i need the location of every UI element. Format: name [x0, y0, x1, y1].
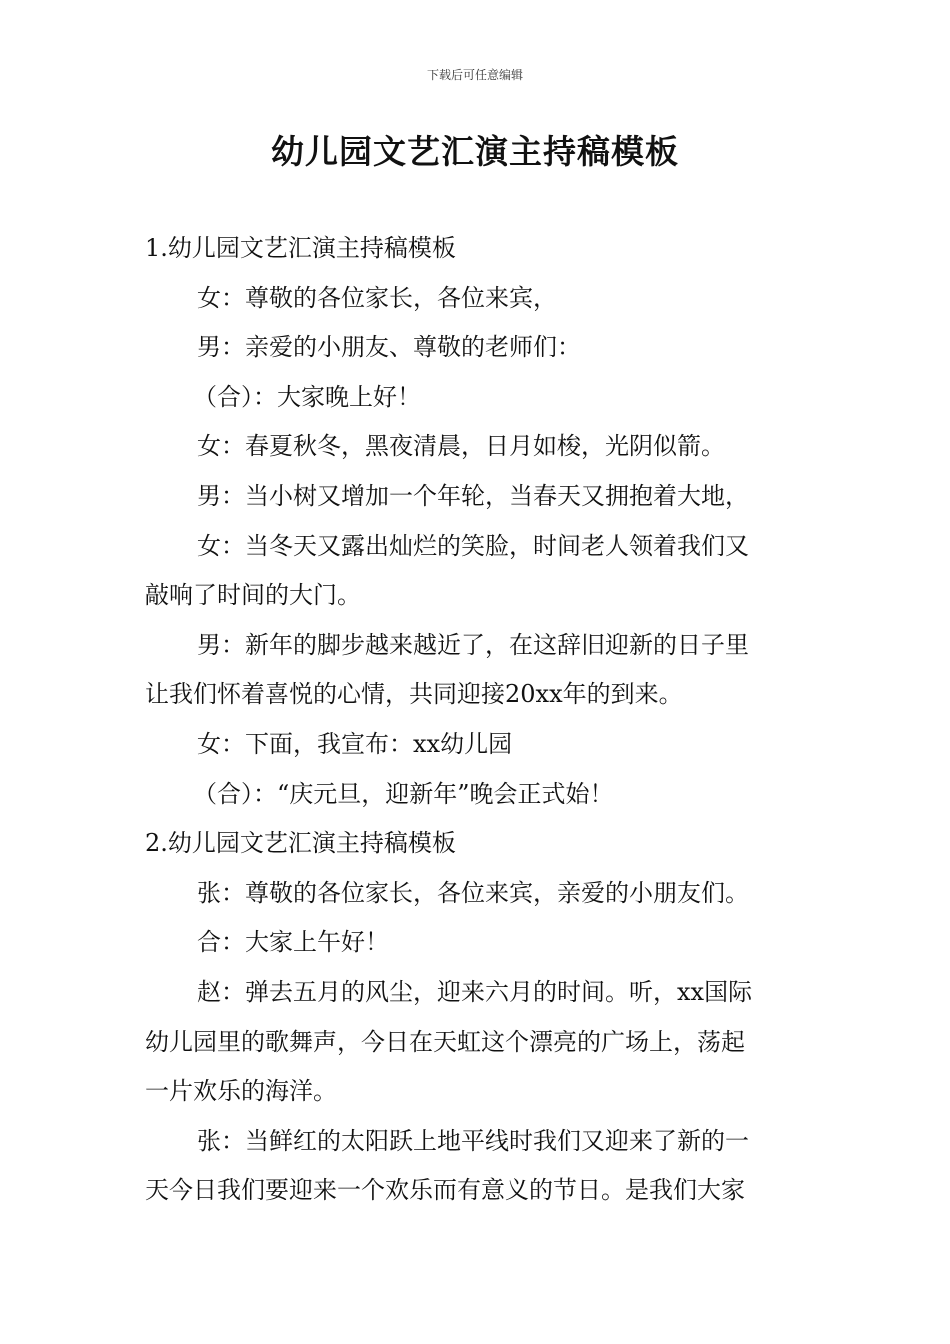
paragraph: 合：大家上午好！ — [197, 928, 389, 957]
paragraph: 2.幼儿园文艺汇演主持稿模板 — [145, 829, 456, 858]
paragraph: 张：尊敬的各位家长，各位来宾，亲爱的小朋友们。 — [197, 878, 749, 907]
paragraph: （合）：“庆元旦，迎新年”晚会正式始！ — [193, 779, 614, 808]
paragraph: （合）：大家晚上好！ — [193, 382, 421, 411]
header-note: 下载后可任意编辑 — [426, 68, 523, 82]
paragraph: 一片欢乐的海洋。 — [145, 1077, 337, 1106]
paragraph: 张：当鲜红的太阳跃上地平线时我们又迎来了新的一 — [197, 1126, 749, 1155]
paragraph: 天今日我们要迎来一个欢乐而有意义的节日。是我们大家 — [145, 1176, 745, 1205]
paragraph: 幼儿园里的歌舞声，今日在天虹这个漂亮的广场上，荡起 — [145, 1027, 745, 1056]
paragraph: 让我们怀着喜悦的心情，共同迎接20xx年的到来。 — [145, 680, 683, 709]
paragraph: 女：春夏秋冬，黑夜清晨，日月如梭，光阴似箭。 — [197, 432, 725, 461]
paragraph: 女：下面，我宣布：xx幼儿园 — [197, 729, 513, 758]
paragraph: 男：新年的脚步越来越近了，在这辞旧迎新的日子里 — [197, 630, 749, 659]
paragraph: 男：当小树又增加一个年轮，当春天又拥抱着大地， — [197, 481, 749, 510]
document-body — [145, 224, 807, 1216]
paragraph: 1.幼儿园文艺汇演主持稿模板 — [145, 234, 456, 262]
paragraph: 男：亲爱的小朋友、尊敬的老师们： — [197, 333, 581, 362]
paragraph: 女：尊敬的各位家长，各位来宾， — [197, 283, 557, 312]
paragraph: 赵：弹去五月的风尘，迎来六月的时间。听，xx国际 — [197, 977, 753, 1006]
paragraph: 女：当冬天又露出灿烂的笑脸，时间老人领着我们又 — [197, 531, 749, 560]
paragraph: 敲响了时间的大门。 — [145, 581, 361, 610]
document-title: 幼儿园文艺汇演主持稿模板 — [271, 132, 679, 171]
